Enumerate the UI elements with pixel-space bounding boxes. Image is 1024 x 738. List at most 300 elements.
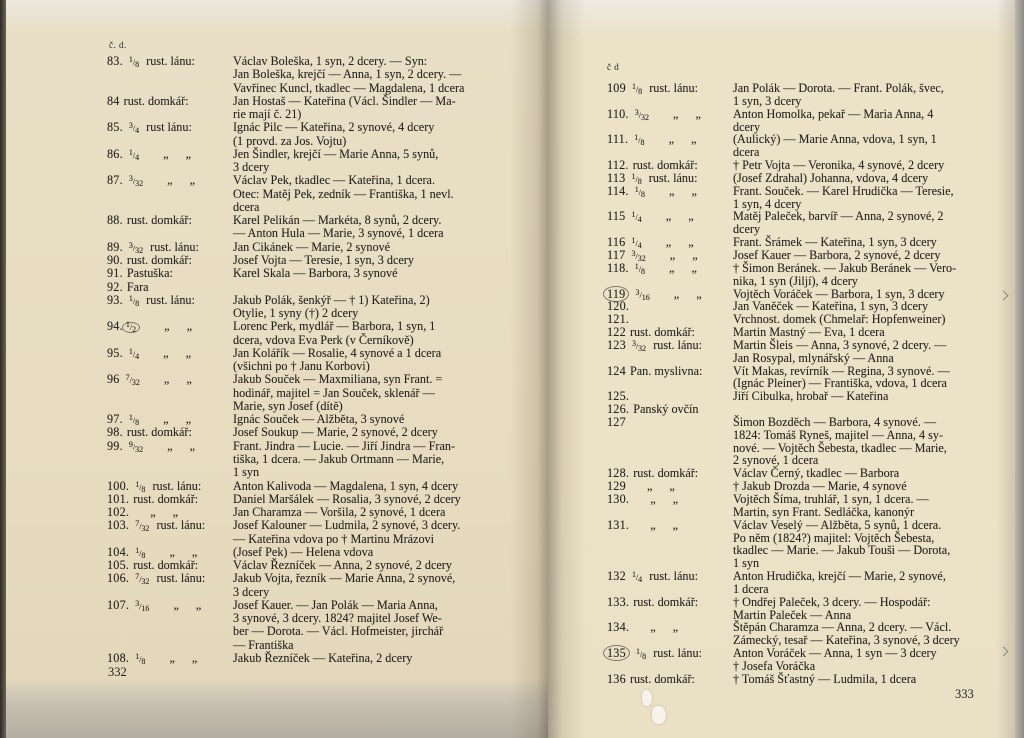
entry-label: [107, 55, 233, 68]
entry-label: [107, 440, 233, 453]
holding-type: rust lánu:: [146, 120, 192, 135]
holding-type: rust. domkář:: [133, 491, 199, 506]
holding-type: rust. lánu:: [152, 478, 202, 493]
entry-text: [733, 403, 960, 416]
entry-line: Marie, syn Josef (dítě): [233, 398, 343, 413]
entry-line: dcera, vdova Eva Perk (v Černíkově): [233, 332, 414, 347]
house-number: 99.: [107, 438, 123, 453]
land-share-fraction: [135, 519, 150, 534]
fraction-numerator: 9: [128, 439, 133, 449]
house-number: 104.: [107, 544, 130, 559]
holding-type: rust. domkář:: [126, 252, 192, 267]
house-number: 114.: [607, 183, 629, 198]
entry-line: Vít Makas, revírník — Regina, 3 synové. —: [733, 363, 950, 378]
house-number: 109: [607, 81, 626, 95]
entry-line: Vrchnost. domek (Chmelař: Hopfenweiner): [733, 312, 946, 327]
entry-text: [233, 493, 464, 506]
entry-label: [607, 262, 733, 275]
register-entry: [107, 174, 464, 214]
fraction-slash: /: [139, 522, 142, 532]
entry-label: [107, 320, 233, 333]
fraction-numerator: 1: [631, 82, 636, 91]
ditto-marks: „ „: [150, 505, 179, 520]
house-number: 92.: [107, 279, 123, 294]
entry-text: [733, 673, 960, 686]
ditto-marks: „ „: [669, 260, 697, 275]
entry-line: Josef Kauer — Barbora, 2 synové, 2 dcery: [733, 247, 941, 262]
entry-line: Otylie, 1 syny (†) 2 dcery: [233, 306, 359, 321]
register-entry: [607, 416, 960, 467]
fraction-denominator: 4: [637, 215, 642, 225]
fraction-denominator: 4: [637, 241, 642, 251]
entry-line: Josef Vojta — Teresie, 1 syn, 3 dcery: [233, 252, 414, 267]
fraction-slash: /: [132, 58, 136, 67]
register-entry: [107, 95, 464, 122]
holding-type: rust. domkář:: [633, 594, 699, 609]
register-entry: [607, 82, 960, 108]
house-number: 90.: [107, 252, 123, 267]
entry-label: [607, 596, 733, 609]
holding-type: rust. domkář:: [126, 425, 192, 440]
land-share-fraction: [135, 651, 146, 666]
ditto-marks: „ „: [673, 286, 702, 301]
land-share-fraction: [122, 322, 140, 333]
holding-type: rust. lánu:: [156, 518, 206, 533]
holding-type: rust. domkář:: [633, 466, 699, 481]
entry-line: Jan Charamza — Voršila, 2 synové, 1 dcera: [233, 505, 446, 520]
entry-line: † Šimon Beránek. — Jakub Beránek — Vero-: [733, 260, 957, 275]
entry-text: [733, 172, 960, 185]
ditto-marks: „ „: [665, 235, 694, 250]
holding-type: rust. domkář:: [629, 671, 695, 686]
register-entry: [107, 320, 464, 347]
register-entry: [607, 210, 960, 236]
book-edge-right: [1015, 0, 1024, 738]
fraction-slash: /: [132, 442, 136, 452]
house-number: 127: [607, 414, 626, 429]
register-entry: [107, 214, 464, 241]
entry-label: [107, 241, 233, 254]
entry-line: Frant. Šrámek — Kateřina, 1 syn, 3 dcery: [733, 235, 937, 250]
house-number: 84: [107, 93, 120, 108]
land-share-fraction: [128, 55, 140, 69]
entry-label: [607, 416, 733, 429]
register-entry: [607, 326, 960, 339]
entry-line: † Josefa Voráčka: [733, 658, 816, 673]
entry-label: [107, 95, 233, 108]
house-number: 131.: [607, 517, 630, 532]
entry-line: Zámecký, tesař — Kateřina, 3 synové, 3 dcery: [733, 633, 960, 648]
fraction-slash: /: [638, 110, 641, 120]
entry-line: — Kateřina vdova po † Martinu Mrázovi: [233, 531, 435, 546]
fraction-numerator: 1: [635, 647, 640, 657]
entry-text: [733, 262, 960, 288]
house-number: 130.: [607, 492, 630, 506]
entry-line: Jakub Řezníček — Kateřina, 2 dcery: [233, 650, 413, 665]
house-number: 86.: [107, 146, 123, 161]
fraction-slash: /: [635, 85, 639, 94]
column-header-house-number: č d: [607, 62, 620, 72]
fraction-denominator: 8: [141, 484, 146, 494]
house-number: 96: [107, 372, 120, 387]
register-column: [607, 82, 960, 686]
house-number: 98.: [107, 425, 123, 440]
fraction-denominator: 8: [640, 138, 645, 148]
house-number: 126.: [607, 402, 630, 417]
entry-label: [107, 281, 233, 294]
entry-text: [233, 440, 464, 480]
holding-type: rust. lánu:: [150, 239, 199, 254]
entry-line: Ignác Souček — Alžběta, 3 synové: [233, 412, 405, 427]
fraction-denominator: 8: [135, 418, 140, 428]
fraction-slash: /: [635, 341, 639, 351]
house-number: 89.: [107, 239, 123, 254]
page-number: 332: [108, 665, 127, 679]
house-number: 94.: [107, 319, 123, 334]
entry-text: [233, 121, 464, 148]
fraction-denominator: 32: [638, 343, 647, 353]
entry-text: [233, 148, 464, 175]
fraction-slash: /: [635, 213, 638, 223]
fraction-numerator: 1: [128, 413, 133, 423]
entry-label: [607, 185, 733, 198]
fraction-denominator: 8: [638, 87, 643, 96]
entry-line: Martin Šleis — Anna, 3 synové, 2 dcery. —: [733, 337, 947, 352]
register-entry: [107, 267, 464, 280]
entry-line: 3 synové, 3 dcery. 1824? majitel Josef We-: [233, 611, 442, 626]
ditto-marks: „ „: [673, 106, 701, 121]
fraction-numerator: 1: [128, 55, 133, 64]
entry-line: Anton Homolka, pekař — Maria Anna, 4: [733, 106, 934, 121]
entry-line: Josef Soukup — Marie, 2 synové, 2 dcery: [233, 425, 438, 440]
entry-text: [733, 621, 960, 647]
entry-label: [607, 339, 733, 352]
register-entry: [607, 596, 960, 622]
register-entry: [107, 254, 464, 267]
entry-line: nika, 1 syn (Jiljí), 4 dcery: [733, 273, 858, 288]
entry-line: dcera: [733, 145, 760, 160]
fraction-slash: /: [132, 177, 136, 187]
fraction-denominator: 8: [640, 189, 645, 199]
page-number: 333: [955, 687, 974, 701]
entry-line: Ignác Pilc — Kateřina, 2 synové, 4 dcery: [233, 120, 435, 135]
entry-text: [733, 570, 960, 596]
entry-label: [607, 570, 733, 583]
ditto-marks: „ „: [669, 183, 697, 198]
entry-line: † Tomáš Šťastný — Ludmila, 1 dcera: [733, 671, 917, 686]
entry-line: Otec: Matěj Pek, zedník — Františka, 1 nevl.: [233, 186, 454, 201]
holding-type: rust. lánu:: [146, 292, 195, 307]
entry-text: [733, 519, 960, 570]
entry-line: Karel Pelikán — Markéta, 8 synů, 2 dcery.: [233, 213, 442, 228]
register-entry: [107, 572, 464, 599]
house-number: 83.: [107, 54, 123, 68]
register-entry: [607, 673, 960, 686]
register-entry: [607, 365, 960, 391]
entry-label: [607, 108, 733, 121]
entry-line: Jan Vaněček — Kateřina, 1 syn, 3 dcery: [733, 299, 929, 314]
ditto-marks: „ „: [163, 412, 192, 427]
house-number: 106.: [107, 571, 130, 586]
fraction-numerator: 3: [631, 248, 636, 258]
house-number: 97.: [107, 412, 123, 427]
entry-line: Anton Hrudička, krejčí — Marie, 2 synové,: [733, 569, 946, 584]
fraction-denominator: 8: [135, 60, 140, 69]
entry-line: 1 syn, 4 dcery: [733, 196, 802, 211]
house-number: 93.: [107, 292, 123, 307]
fraction-numerator: 7: [125, 373, 130, 383]
fraction-numerator: 3: [635, 287, 640, 297]
fraction-slash: /: [638, 264, 641, 274]
entry-label: [107, 559, 233, 572]
fraction-slash: /: [139, 575, 142, 585]
entry-label: [607, 621, 733, 634]
entry-text: [233, 559, 464, 572]
entry-line: dcera: [233, 199, 260, 214]
entry-line: 2 synové, 1 dcera: [733, 453, 819, 468]
house-number: 136: [607, 671, 626, 686]
holding-type: rust. lánu:: [146, 54, 195, 68]
entry-text: [733, 365, 960, 391]
land-share-fraction: [631, 82, 643, 96]
entry-text: [233, 214, 464, 241]
entry-text: [233, 519, 464, 546]
fraction-numerator: 1: [135, 545, 140, 555]
holding-type: rust. domkář:: [629, 325, 695, 340]
entry-line: Jan Kolářík — Rosalie, 4 synové a 1 dcera: [233, 345, 442, 360]
entry-text: [233, 267, 464, 280]
entry-text: [733, 82, 960, 108]
holding-type: Fara: [126, 279, 149, 294]
entry-text: [233, 413, 464, 426]
register-entry: [107, 426, 464, 439]
entry-text: [733, 108, 960, 134]
land-share-fraction: [128, 174, 144, 189]
entry-line: Šimon Bozděch — Barbora, 4 synové. —: [733, 414, 937, 429]
holding-type: rust. domkář:: [133, 558, 199, 573]
entry-text: [733, 185, 960, 211]
entry-line: Jan Rosypal, mlynářský — Anna: [733, 350, 894, 365]
entry-text: [733, 493, 960, 519]
fraction-denominator: 8: [642, 652, 647, 662]
land-share-fraction: [128, 346, 140, 361]
fraction-slash: /: [132, 296, 136, 306]
land-share-fraction: [631, 171, 642, 186]
house-number: 113: [607, 170, 626, 185]
paper-damage: [652, 706, 666, 724]
entry-line: Vojtěch Voráček — Barbora, 1 syn, 3 dcery: [733, 286, 945, 301]
fraction-denominator: 8: [640, 266, 645, 276]
holding-type: Panský ovčín: [633, 402, 699, 417]
fraction-slash: /: [129, 323, 133, 333]
fraction-slash: /: [139, 482, 142, 492]
fraction-slash: /: [132, 243, 136, 253]
entry-line: 1824: Tomáš Ryneš, majitel — Anna, 4 sy-: [733, 427, 944, 442]
fraction-denominator: 2: [132, 325, 137, 335]
fraction-denominator: 8: [141, 656, 146, 666]
entry-line: — Anton Hula — Marie, 3 synové, 1 dcera: [233, 226, 444, 241]
entry-label: [107, 506, 233, 519]
entry-line: Václav Boleška, 1 syn, 2 dcery. — Syn:: [233, 54, 428, 68]
register-entry: [107, 559, 464, 572]
entry-text: [733, 596, 960, 622]
entry-line: dcery: [733, 222, 761, 237]
entry-line: rie mají č. 21): [233, 107, 302, 122]
holding-type: rust. lánu:: [653, 646, 702, 661]
entry-line: (Josef Pek) — Helena vdova: [233, 544, 374, 559]
entry-text: [233, 572, 464, 599]
register-entry: [607, 570, 960, 596]
entry-text: [733, 249, 960, 262]
entry-label: [107, 347, 233, 360]
entry-text: [733, 133, 960, 159]
fraction-slash: /: [139, 654, 142, 664]
fraction-denominator: 8: [637, 176, 642, 186]
entry-line: Václav Pek, tkadlec — Kateřina, 1 dcera.: [233, 173, 436, 188]
land-share-fraction: [128, 121, 140, 136]
column-header-house-number: č. d.: [109, 40, 127, 50]
entry-line: Karel Skala — Barbora, 3 synové: [233, 266, 398, 281]
register-column: [107, 55, 464, 665]
entry-label: [107, 121, 233, 134]
left-page: [6, 0, 548, 738]
house-number: 125.: [607, 389, 630, 404]
paper-damage: [642, 690, 652, 706]
house-number: 124: [607, 363, 626, 378]
entry-label: [607, 326, 733, 339]
entry-line: Anton Kalivoda — Magdalena, 1 syn, 4 dcery: [233, 478, 459, 493]
entry-line: Václav Veselý — Alžběta, 5 synů, 1 dcera.: [733, 517, 942, 532]
entry-line: Václav Řezníček — Anna, 2 synové, 2 dcery: [233, 558, 452, 573]
entry-line: † Petr Vojta — Veronika, 4 synové, 2 dcery: [733, 158, 945, 173]
fraction-slash: /: [132, 124, 136, 134]
pencil-mark: [999, 647, 1009, 657]
register-entry: [607, 172, 960, 185]
entry-label: [107, 413, 233, 426]
entry-line: Jan Polák — Dorota. — Frant. Polák, švec,: [733, 81, 944, 95]
land-share-fraction: [631, 248, 646, 263]
ditto-marks: „ „: [164, 319, 193, 334]
right-page: [548, 0, 1015, 738]
fraction-denominator: 32: [135, 444, 144, 454]
house-number: 132: [607, 569, 626, 584]
entry-line: (Ignác Pleiner) — Františka, vdova, 1 dcera: [733, 376, 947, 391]
entry-line: Lorenc Perk, mydlář — Barbora, 1 syn, 1: [233, 319, 436, 334]
entry-line: hodinář, majitel = Jan Souček, sklenář —: [233, 385, 435, 400]
fraction-slash: /: [639, 290, 642, 300]
register-entry: [607, 621, 960, 647]
land-share-fraction: [128, 439, 144, 454]
entry-line: Jan Cikánek — Marie, 2 synové: [233, 239, 391, 254]
entry-line: Jakub Vojta, řezník — Marie Anna, 2 synové,: [233, 571, 456, 586]
fraction-numerator: 1: [128, 346, 133, 356]
fraction-denominator: 32: [131, 378, 140, 388]
entry-text: [733, 159, 960, 172]
entry-line: Matěj Paleček, barvíř — Anna, 2 synové, 2: [733, 209, 944, 224]
register-entry: [107, 121, 464, 148]
entry-text: [233, 652, 464, 665]
land-share-fraction: [128, 147, 140, 162]
entry-line: Josef Kauer. — Jan Polák — Maria Anna,: [233, 597, 438, 612]
land-share-fraction: [135, 479, 146, 494]
fraction-denominator: 32: [135, 179, 144, 189]
entry-text: [733, 647, 960, 673]
register-entry: [607, 262, 960, 288]
entry-line: (Josef Zdrahal) Johanna, vdova, 4 dcery: [733, 170, 929, 185]
register-entry: [107, 493, 464, 506]
register-entry: [107, 55, 464, 95]
holding-type: rust. domkář:: [632, 158, 698, 173]
entry-line: Martin Paleček — Anna: [733, 607, 852, 622]
fraction-numerator: 3: [128, 174, 133, 184]
land-share-fraction: [631, 236, 642, 251]
entry-line: Vojtěch Šíma, truhlář, 1 syn, 1 dcera. —: [733, 492, 929, 506]
entry-label: [607, 210, 733, 223]
register-entry: [107, 506, 464, 519]
land-share-fraction: [125, 373, 140, 388]
entry-text: [233, 506, 464, 519]
ditto-marks: „ „: [665, 209, 694, 224]
fraction-numerator: 1: [634, 261, 639, 271]
register-entry: [107, 413, 464, 426]
land-share-fraction: [128, 240, 144, 255]
ditto-marks: „ „: [669, 247, 698, 262]
entry-line: tiška, 1 dcera. — Jakub Ortmann — Marie,: [233, 451, 445, 466]
house-number: 85.: [107, 120, 123, 135]
land-share-fraction: [128, 413, 140, 428]
register-entry: [607, 339, 960, 365]
house-number: 133.: [607, 594, 630, 609]
house-number: 87.: [107, 173, 123, 188]
register-entry: [607, 403, 960, 416]
fraction-slash: /: [635, 174, 638, 184]
entry-line: — Františka: [233, 637, 294, 652]
entry-line: ber — Dorota. — Václ. Hofmeister, jirchář: [233, 624, 444, 639]
holding-type: rust. lánu:: [653, 337, 702, 352]
holding-type: rust. lánu:: [649, 569, 698, 584]
land-share-fraction: [135, 598, 150, 613]
house-number: 128.: [607, 466, 630, 481]
entry-label: [107, 493, 233, 506]
holding-type: Pastuška:: [126, 266, 173, 281]
fraction-denominator: 8: [135, 298, 140, 308]
fraction-numerator: 3: [128, 121, 133, 131]
fraction-slash: /: [132, 349, 136, 359]
house-number: 105.: [107, 558, 130, 573]
register-entry: [107, 347, 464, 374]
ditto-marks: „ „: [163, 345, 192, 360]
house-number: 117: [607, 247, 626, 262]
fraction-numerator: 1: [631, 210, 636, 220]
fraction-slash: /: [638, 187, 641, 197]
house-number: 88.: [107, 213, 123, 228]
entry-text: [733, 416, 960, 467]
ditto-marks: „ „: [163, 146, 192, 161]
entry-label: [107, 254, 233, 267]
fraction-denominator: 4: [135, 351, 140, 361]
holding-type: rust. lánu:: [648, 170, 698, 185]
entry-label: [107, 373, 233, 386]
entry-line: (všichni po † Janu Korbovi): [233, 359, 370, 374]
ditto-marks: „ „: [167, 438, 196, 453]
holding-type: Pan. myslivna:: [629, 363, 703, 378]
ditto-marks: „ „: [650, 492, 679, 506]
register-entry: [107, 480, 464, 493]
entry-text: [233, 174, 464, 214]
holding-type: rust. domkář:: [123, 93, 189, 108]
register-entry: [107, 241, 464, 254]
fraction-slash: /: [132, 150, 136, 160]
